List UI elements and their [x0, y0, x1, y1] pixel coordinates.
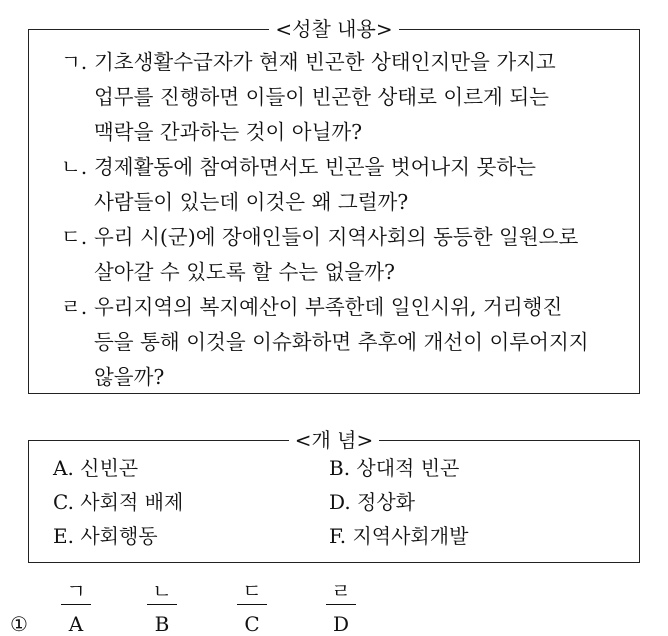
item-line: 업무를 진행하면 이들이 빈곤한 상태로 이르게 되는 [94, 85, 549, 109]
concept-title: <개 념> [289, 428, 380, 452]
item-marker: ㄹ. [61, 295, 88, 319]
reflection-item-2 [61, 150, 621, 220]
item-line: 기초생활수급자가 현재 빈곤한 상태인지만을 가지고 [94, 50, 556, 74]
item-marker: ㄱ. [61, 50, 88, 74]
answer-value: D [332, 612, 350, 636]
concept-item: E. 사회행동 [53, 524, 158, 548]
item-line: 않을까? [94, 365, 165, 389]
item-line: 우리 시(군)에 장애인들이 지역사회의 동등한 일원으로 [94, 225, 579, 249]
concept-item: B. 상대적 빈곤 [329, 456, 460, 480]
concept-item: C. 사회적 배제 [53, 490, 184, 514]
reflection-box [28, 17, 640, 394]
reflection-item-3 [61, 220, 621, 290]
answer-header: ㄹ [326, 579, 356, 605]
concept-item: F. 지역사회개발 [329, 524, 469, 548]
item-line: 우리지역의 복지예산이 부족한데 일인시위, 거리행진 [94, 295, 563, 319]
item-line: 맥락을 간과하는 것이 아닐까? [94, 120, 363, 144]
reflection-item-4 [61, 290, 621, 395]
item-line: 경제활동에 참여하면서도 빈곤을 벗어나지 못하는 [94, 155, 536, 179]
concept-item: D. 정상화 [329, 490, 415, 514]
concept-box [28, 428, 640, 563]
reflection-item-1 [61, 45, 621, 150]
item-marker: ㄷ. [61, 225, 88, 249]
item-marker: ㄴ. [61, 155, 88, 179]
answer-header: ㄱ [61, 579, 91, 605]
reflection-title: <성찰 내용> [269, 17, 398, 41]
option-number[interactable]: ① [10, 612, 28, 636]
concept-item: A. 신빈곤 [53, 456, 139, 480]
answer-value: B [154, 612, 170, 636]
answer-value: C [244, 612, 260, 636]
item-line: 살아갈 수 있도록 할 수는 없을까? [94, 260, 396, 284]
item-line: 사람들이 있는데 이것은 왜 그럴까? [94, 190, 409, 214]
answer-header: ㄴ [147, 579, 177, 605]
answer-header: ㄷ [237, 579, 267, 605]
answer-value: A [68, 612, 84, 636]
item-line: 등을 통해 이것을 이슈화하면 추후에 개선이 이루어지지 [94, 330, 589, 354]
